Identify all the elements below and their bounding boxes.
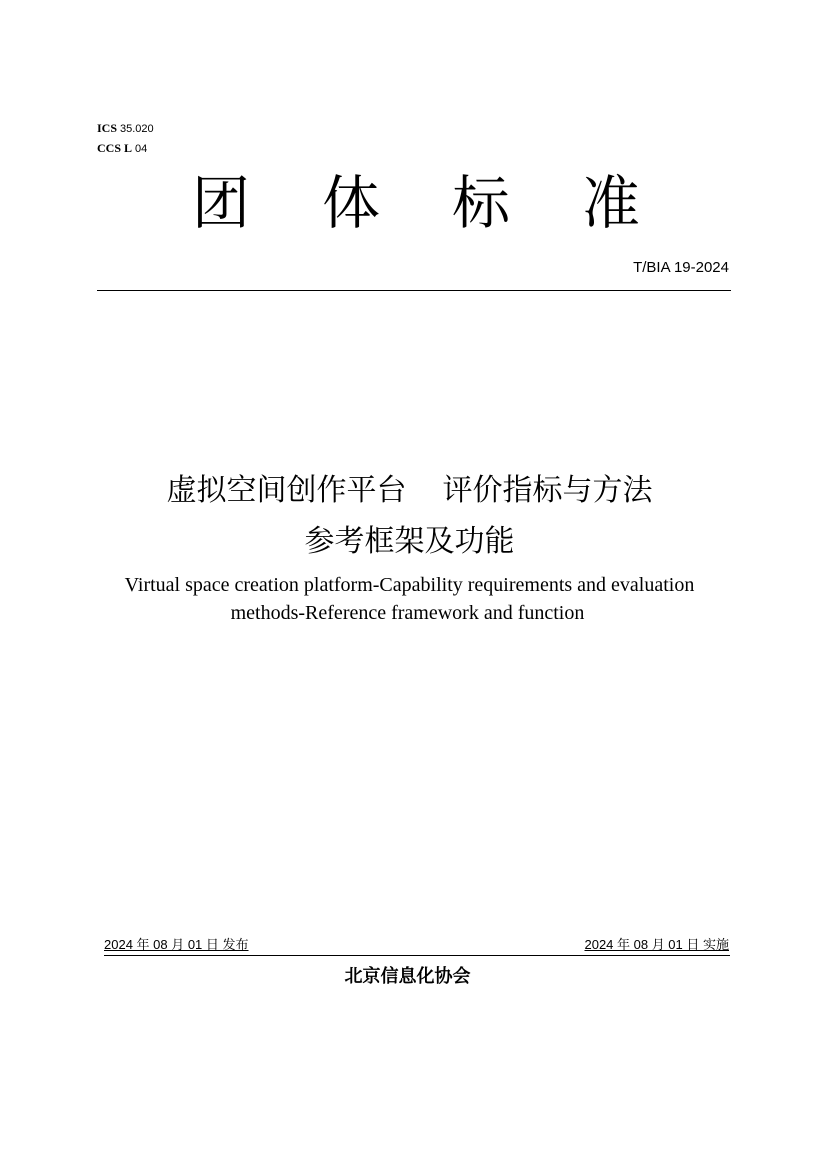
publish-date: 2024 年 08 月 01 日 发布 bbox=[104, 937, 249, 952]
english-title-line2: methods-Reference framework and function bbox=[230, 602, 585, 624]
standard-type-heading bbox=[180, 168, 660, 238]
implement-date: 2024 年 08 月 01 日 实施 bbox=[584, 937, 729, 952]
standard-type-char: 团 bbox=[192, 169, 251, 237]
ccs-code: 04 bbox=[135, 143, 148, 155]
english-title-line1: Virtual space creation platform-Capability requirements and evaluation bbox=[124, 574, 695, 596]
chinese-title-part2: 评价指标与方法 bbox=[442, 473, 653, 508]
ics-code: 35.020 bbox=[120, 123, 154, 135]
ics-label: ICS bbox=[97, 121, 118, 135]
ccs-label: CCS L bbox=[97, 141, 133, 155]
standard-type-char: 体 bbox=[322, 169, 381, 237]
ccs-classification bbox=[97, 141, 147, 156]
chinese-title-part1: 虚拟空间创作平台 bbox=[166, 473, 407, 508]
standard-type-char: 准 bbox=[582, 169, 641, 237]
ics-classification bbox=[97, 121, 154, 136]
issuing-organization: 北京信息化协会 bbox=[344, 966, 471, 987]
standard-type-char: 标 bbox=[452, 169, 511, 237]
chinese-title-line1 bbox=[2, 471, 815, 511]
standard-number: T/BIA 19-2024 bbox=[633, 259, 729, 276]
footer-divider bbox=[104, 955, 730, 956]
header-divider bbox=[97, 290, 731, 291]
chinese-title-line2: 参考框架及功能 bbox=[304, 524, 515, 559]
